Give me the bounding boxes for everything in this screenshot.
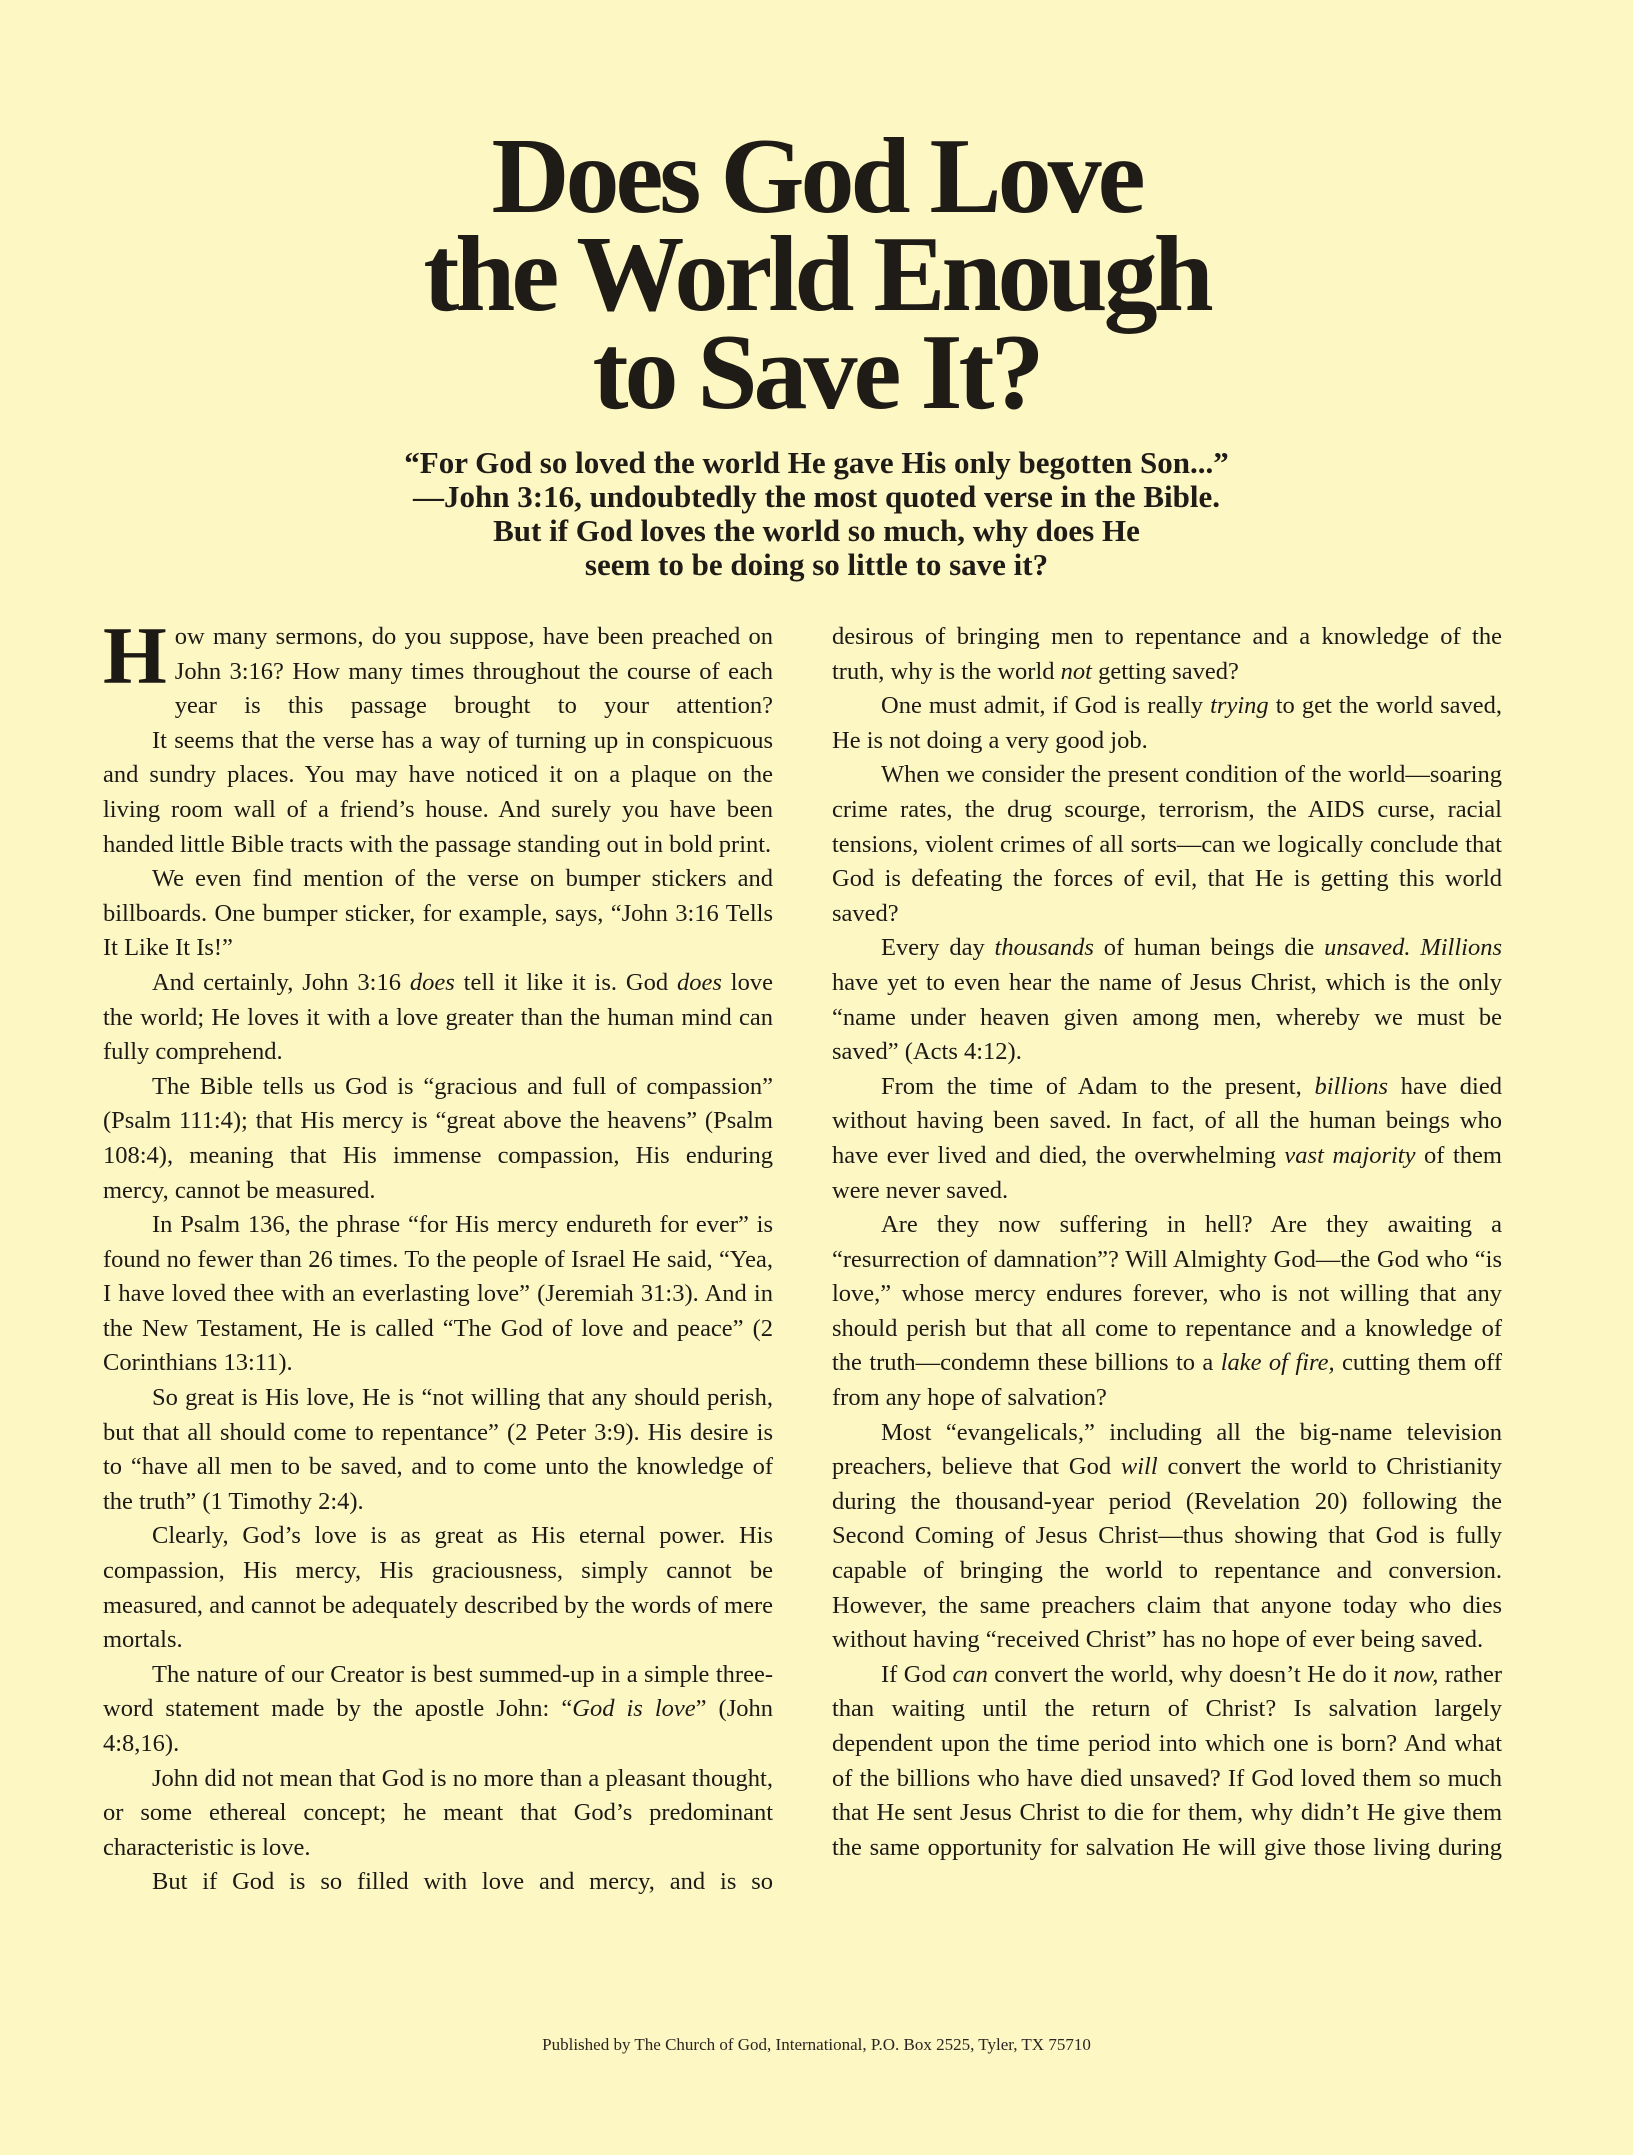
paragraph: So great is His love, He is “not willing that any should perish, but that all should come to repentance” (2 Peter 3:9). His desire is to “have all men to be saved, and to come unto the knowledge of the truth” (1 Timothy 2:4). <box>103 1384 773 1515</box>
paragraph: It seems that the verse has a way of turning up in conspicuous and sundry places. You may have noticed it on a plaque on the living room wall of a friend’s house. And surely you have been handed little Bible tracts with the passage standing out in bold print. <box>103 726 773 858</box>
paragraph: One must admit, if God is really trying to get the world saved, He is not doing a very good job. <box>832 692 1502 754</box>
title-line-1: Does God Love <box>491 117 1142 236</box>
paragraph: We even find mention of the verse on bumper stickers and billboards. One bumper sticker, for example, says, “John 3:16 Tells It Like It Is!” <box>103 865 773 962</box>
title-line-3: to Save It? <box>592 313 1041 432</box>
article-title <box>0 117 1633 432</box>
subtitle-line-1: “For God so loved the world He gave His only begotten Son...” <box>404 445 1229 480</box>
paragraph: The Bible tells us God is “gracious and full of compassion” (Psalm 111:4); that His mercy is “great above the heavens” (Psalm 108:4), meaning that His immense compassion, His enduring mercy, cannot be measured. <box>103 1072 773 1204</box>
subtitle-line-4: seem to be doing so little to save it? <box>584 547 1049 582</box>
paragraph: Clearly, God’s love is as great as His eternal power. His compassion, His mercy, His graciousness, simply cannot be measured, and cannot be adequately described by the words of mere mortals. <box>103 1522 773 1654</box>
paragraph: If God can convert the world, why doesn’t He do it now, rather than waiting until the return of Christ? Is salvation largely dependent upon the time period into which one is born? And what of the billions who have died unsaved? If God loved them so much that He sent Jesus Christ to die for them, why didn’t He give them the same opportunity for salvation He will give those living during <box>832 1660 1502 1861</box>
paragraph: Are they now suffering in hell? Are they awaiting a “resurrection of damnation”? Will Almighty God—the God who “is love,” whose mercy endures forever, who is not willing that any should perish but that all come to repentance and a knowledge of the truth—condemn these billions to a lake of fire, cutting them off from any hope of salvation? <box>832 1211 1502 1412</box>
right-column <box>832 620 1502 1865</box>
paragraph: How many sermons, do you suppose, have been preached on John 3:16? How many times throughout the course of each year is this passage brought to your attention? <box>103 610 773 720</box>
paragraph: When we consider the present condition of the world—soaring crime rates, the drug scourge, terrorism, the AIDS curse, racial tensions, violent crimes of all sorts—can we logically conclude that God is defeating the forces of evil, that He is getting this world saved? <box>832 761 1502 927</box>
publisher-footer: Published by The Church of God, International, P.O. Box 2525, Tyler, TX 75710 <box>542 2035 1091 2054</box>
paragraph: desirous of bringing men to repentance and a knowledge of the truth, why is the world not getting saved? <box>832 623 1502 685</box>
paragraph: And certainly, John 3:16 does tell it like it is. God does love the world; He loves it with a love greater than the human mind can fully comprehend. <box>103 968 773 1066</box>
paragraph: The nature of our Creator is best summed-up in a simple three-word statement made by the apostle John: “God is love” (John 4:8,16). <box>103 1660 773 1757</box>
subtitle-line-2: —John 3:16, undoubtedly the most quoted verse in the Bible. <box>413 479 1220 514</box>
left-column <box>103 610 773 1900</box>
title-line-2: the World Enough <box>423 215 1210 334</box>
paragraph: John did not mean that God is no more than a pleasant thought, or some ethereal concept; he meant that God’s predominant characteristic is love. <box>103 1764 773 1861</box>
paragraph: Most “evangelicals,” including all the big-name television preachers, believe that God will convert the world to Christianity during the thousand-year period (Revelation 20) following the Second Coming of Jesus Christ—thus showing that God is fully capable of bringing the world to repentance and conversion. However, the same preachers claim that anyone today who dies without having “received Christ” has no hope of ever being saved. <box>832 1418 1502 1654</box>
paragraph: But if God is so filled with love and mercy, and is so <box>152 1868 773 1896</box>
paragraph: In Psalm 136, the phrase “for His mercy endureth for ever” is found no fewer than 26 times. To the people of Israel He said, “Yea, I have loved thee with an everlasting love” (Jeremiah 31:3). And in the New Testament, He is called “The God of love and peace” (2 Corinthians 13:11). <box>103 1211 773 1377</box>
drop-cap: H <box>103 610 167 701</box>
article-subtitle <box>0 446 1633 582</box>
subtitle-line-3: But if God loves the world so much, why does He <box>493 513 1140 548</box>
paragraph: Every day thousands of human beings die unsaved. Millions have yet to even hear the name of Jesus Christ, which is the only “name under heaven given among men, whereby we must be saved” (Acts 4:12). <box>832 934 1502 1066</box>
paragraph: From the time of Adam to the present, billions have died without having been saved. In fact, of all the human beings who have ever lived and died, the overwhelming vast majority of them were never saved. <box>832 1072 1502 1204</box>
